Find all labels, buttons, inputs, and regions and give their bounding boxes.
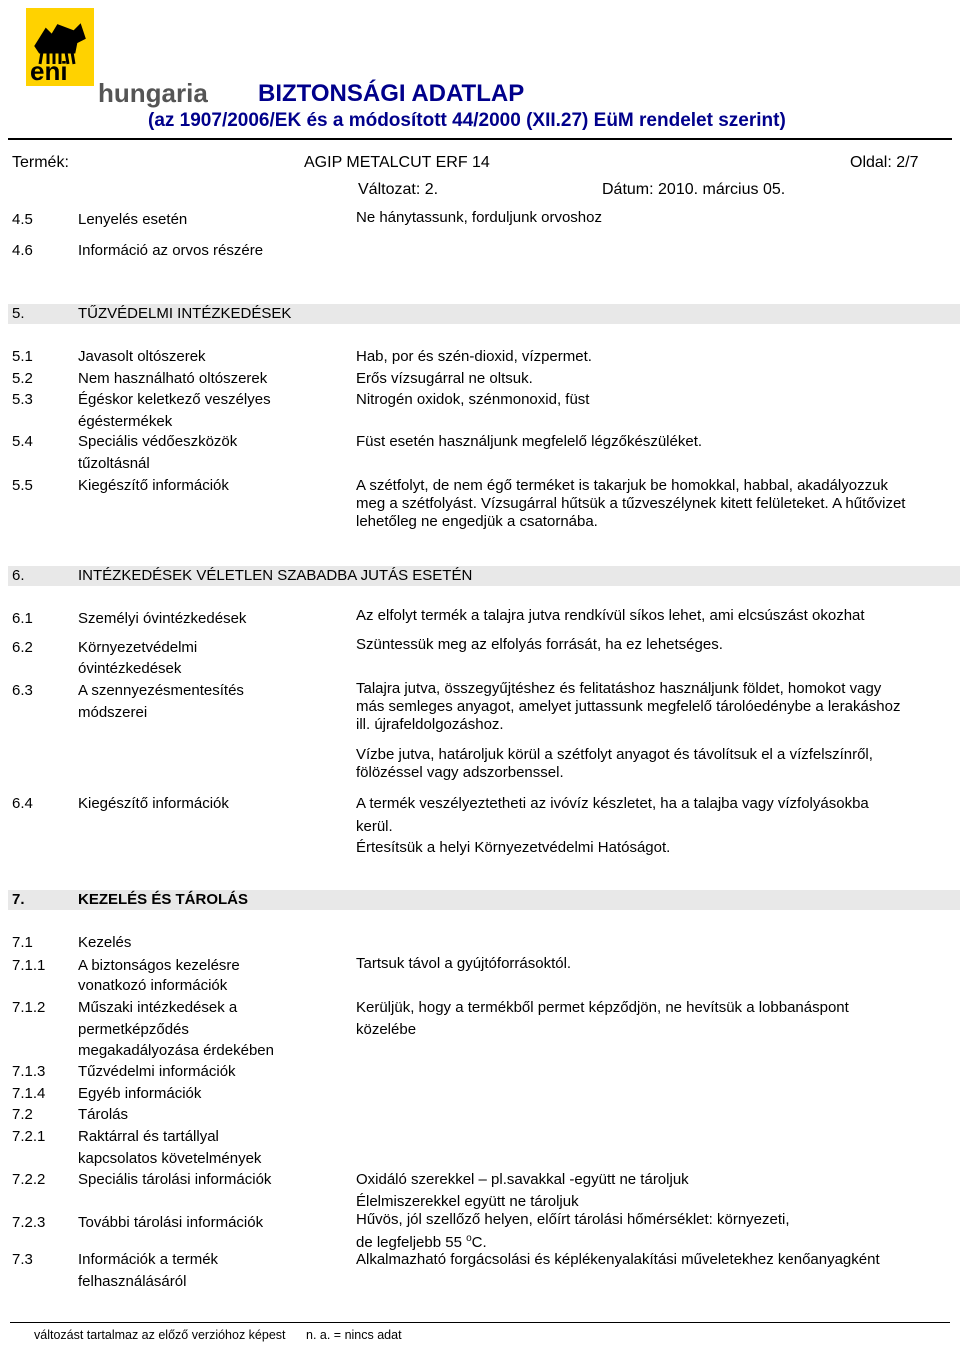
- eni-hungaria-logo: [18, 8, 213, 108]
- footer-rule: [10, 1322, 950, 1323]
- row-label-cont: vonatkozó információk: [78, 977, 228, 994]
- section-title: INTÉZKEDÉSEK VÉLETLEN SZABADBA JUTÁS ESETÉN: [78, 567, 473, 584]
- row-num: 7.2.2: [12, 1171, 46, 1188]
- row-value-cont: Értesítsük a helyi Környezetvédelmi Hatóságot.: [356, 839, 671, 856]
- row-label: Személyi óvintézkedések: [78, 610, 247, 627]
- section-number: 5.: [12, 305, 25, 322]
- row-label-cont: tűzoltásnál: [78, 455, 150, 472]
- row-value: Tartsuk távol a gyújtóforrásoktól.: [356, 955, 572, 972]
- row-label: Műszaki intézkedések a: [78, 999, 238, 1016]
- row-value-cont: Élelmiszerekkel együtt ne tároljuk: [356, 1193, 579, 1210]
- row-label: Kiegészítő információk: [78, 477, 229, 494]
- value-unit: C.: [471, 1234, 487, 1251]
- section-number: 7.: [12, 891, 25, 908]
- row-num: 7.2.1: [12, 1128, 46, 1145]
- section-6-header: [8, 566, 960, 586]
- section-title: TŰZVÉDELMI INTÉZKEDÉSEK: [78, 305, 292, 322]
- degree-sup: o: [466, 1233, 472, 1244]
- row-label: A biztonságos kezelésre: [78, 957, 240, 974]
- row-value-cont: lehetőleg ne engedjük a csatornába.: [356, 513, 598, 530]
- row-value: Ne hánytassunk, forduljunk orvoshoz: [356, 209, 602, 226]
- row-value-cont: [356, 1230, 487, 1252]
- page-number: Oldal: 2/7: [850, 154, 919, 171]
- section-5-header: [8, 304, 960, 324]
- row-label-cont: égéstermékek: [78, 413, 173, 430]
- row-label: Raktárral és tartállyal: [78, 1128, 219, 1145]
- row-num: 5.3: [12, 391, 33, 408]
- row-label: Nem használható oltószerek: [78, 370, 268, 387]
- row-label-cont: óvintézkedések: [78, 660, 182, 677]
- row-label-cont: megakadályozása érdekében: [78, 1042, 274, 1059]
- row-num: 6.4: [12, 795, 33, 812]
- row-value-cont: ill. újrafeldolgozáshoz.: [356, 716, 504, 733]
- product-name: AGIP METALCUT ERF 14: [304, 154, 490, 171]
- footer-change-note: változást tartalmaz az előző verzióhoz képest: [34, 1328, 286, 1342]
- row-num: 4.5: [12, 211, 33, 228]
- row-value-cont: meg a szétfolyást. Vízsugárral hűtsük a tűzveszélynek kitett felületeket. A hűtővizet: [356, 495, 906, 512]
- row-num: 6.2: [12, 639, 33, 656]
- row-label: Kezelés: [78, 934, 132, 951]
- row-label: Tárolás: [78, 1106, 129, 1123]
- row-label: Speciális tárolási információk: [78, 1171, 272, 1188]
- row-value: Oxidáló szerekkel – pl.savakkal -együtt ne tároljuk: [356, 1171, 689, 1188]
- row-num: 7.1.2: [12, 999, 46, 1016]
- footer-na-note: n. a. = nincs adat: [306, 1328, 402, 1342]
- date: Dátum: 2010. március 05.: [602, 181, 786, 198]
- row-value: Kerüljük, hogy a termékből permet képződjön, ne hevítsük a lobbanáspont: [356, 999, 849, 1016]
- row-label: Információ az orvos részére: [78, 242, 264, 259]
- row-value-cont: közelébe: [356, 1021, 417, 1038]
- row-value: Talajra jutva, összegyűjtéshez és felitatáshoz használjunk földet, homokot vagy: [356, 680, 882, 697]
- row-label: Környezetvédelmi: [78, 639, 198, 656]
- logo-hungaria-text: hungaria: [98, 78, 208, 108]
- row-value-cont: fölözéssel vagy adszorbenssel.: [356, 764, 564, 781]
- row-label: Egyéb információk: [78, 1085, 202, 1102]
- row-num: 7.3: [12, 1251, 33, 1268]
- row-num: 7.2: [12, 1106, 33, 1123]
- row-label-cont: permetképződés: [78, 1021, 189, 1038]
- row-num: 7.1.4: [12, 1085, 46, 1102]
- row-label: Lenyelés esetén: [78, 211, 188, 228]
- row-label: Tűzvédelmi információk: [78, 1063, 236, 1080]
- row-num: 7.1.3: [12, 1063, 46, 1080]
- row-num: 7.2.3: [12, 1214, 46, 1231]
- row-value: Alkalmazható forgácsolási és képlékenyalakítási műveletekhez kenőanyagként: [356, 1251, 880, 1268]
- row-label: Információk a termék: [78, 1251, 219, 1268]
- section-number: 6.: [12, 567, 25, 584]
- document-title: BIZTONSÁGI ADATLAP: [258, 80, 525, 107]
- row-value: Erős vízsugárral ne oltsuk.: [356, 370, 533, 387]
- row-label-cont: felhasználásáról: [78, 1273, 187, 1290]
- row-value-cont: Vízbe jutva, határoljuk körül a szétfolyt anyagot és távolítsuk el a vízfelszínről,: [356, 746, 873, 763]
- row-label: Javasolt oltószerek: [78, 348, 206, 365]
- row-label: Égéskor keletkező veszélyes: [78, 391, 271, 408]
- row-label: Speciális védőeszközök: [78, 433, 238, 450]
- document-subtitle: (az 1907/2006/EK és a módosított 44/2000 (XII.27) EüM rendelet szerint): [148, 110, 786, 131]
- row-value: Hűvös, jól szellőző helyen, előírt tárolási hőmérséklet: környezeti,: [356, 1211, 790, 1228]
- row-num: 5.1: [12, 348, 33, 365]
- row-label-cont: kapcsolatos követelmények: [78, 1150, 262, 1167]
- row-num: 6.1: [12, 610, 33, 627]
- version: Változat: 2.: [358, 181, 439, 198]
- row-num: 5.4: [12, 433, 33, 450]
- header-rule: [8, 138, 952, 140]
- row-num: 4.6: [12, 242, 33, 259]
- value-text: de legfeljebb 55: [356, 1234, 467, 1251]
- row-label: További tárolási információk: [78, 1214, 264, 1231]
- section-title: KEZELÉS ÉS TÁROLÁS: [78, 891, 249, 908]
- product-label: Termék:: [12, 154, 69, 171]
- row-num: 5.2: [12, 370, 33, 387]
- row-num: 7.1: [12, 934, 33, 951]
- row-value: A termék veszélyeztetheti az ivóvíz készletet, ha a talajba vagy vízfolyásokba: [356, 795, 869, 812]
- row-value: Szüntessük meg az elfolyás forrását, ha ez lehetséges.: [356, 636, 723, 653]
- row-value: A szétfolyt, de nem égő terméket is takarjuk be homokkal, habbal, akadályozzuk: [356, 477, 888, 494]
- row-value: Nitrogén oxidok, szénmonoxid, füst: [356, 391, 590, 408]
- row-value: Hab, por és szén-dioxid, vízpermet.: [356, 348, 592, 365]
- row-label: A szennyezésmentesítés: [78, 682, 244, 699]
- row-value: Az elfolyt termék a talajra jutva rendkívül síkos lehet, ami elcsúszást okozhat: [356, 607, 865, 624]
- row-value-cont: más semleges anyagot, amelyet juttassunk megfelelő tárolóedénybe a lerakáshoz: [356, 698, 901, 715]
- row-num: 6.3: [12, 682, 33, 699]
- logo-eni-text: eni: [30, 56, 68, 86]
- row-label: Kiegészítő információk: [78, 795, 229, 812]
- row-num: 7.1.1: [12, 957, 46, 974]
- section-7-header: [8, 890, 960, 910]
- row-label-cont: módszerei: [78, 704, 148, 721]
- row-num: 5.5: [12, 477, 33, 494]
- row-value-cont: kerül.: [356, 818, 393, 835]
- row-value: Füst esetén használjunk megfelelő légzőkészüléket.: [356, 433, 703, 450]
